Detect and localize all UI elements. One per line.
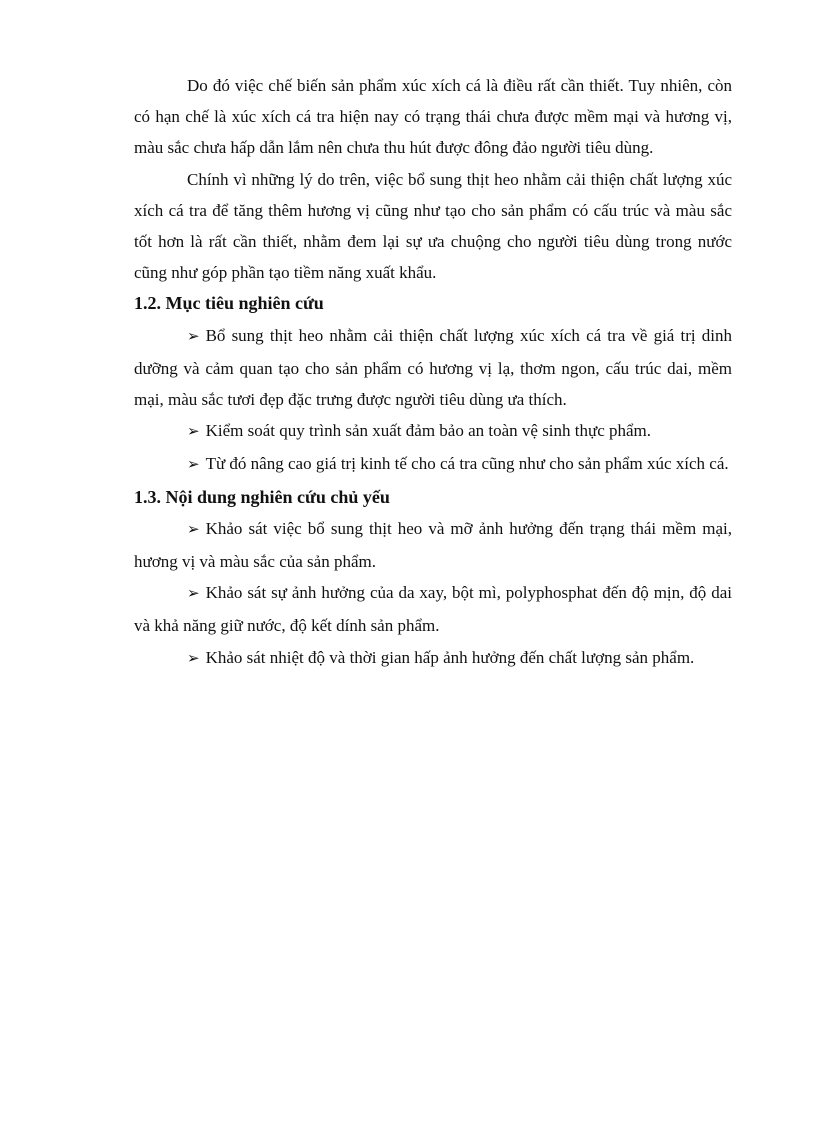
arrow-bullet-icon: ➢ <box>187 586 200 603</box>
content-text: Khảo sát việc bổ sung thịt heo và mỡ ảnh hưởng đến trạng thái mềm mại, hương vị và màu sắc của sản phẩm. <box>134 518 732 572</box>
arrow-bullet-icon: ➢ <box>187 328 200 345</box>
section-heading-objectives: 1.2. Mục tiêu nghiên cứu <box>134 293 324 314</box>
arrow-bullet-icon: ➢ <box>187 650 200 667</box>
intro-paragraph-2: Chính vì những lý do trên, việc bổ sung thịt heo nhằm cải thiện chất lượng xúc xích cá tra để tăng thêm hương vị cũng như tạo cho sản phẩm có cấu trúc và màu sắc tốt hơn là rất cần thiết, nhằm đem lại sự ưa chuộng cho người tiêu dùng trong nước cũng như góp phần tạo tiềm năng xuất khẩu. <box>134 169 732 283</box>
content-text: Khảo sát nhiệt độ và thời gian hấp ảnh hưởng đến chất lượng sản phẩm. <box>205 647 695 667</box>
objective-item <box>134 415 732 448</box>
section-heading-content: 1.3. Nội dung nghiên cứu chủ yếu <box>134 486 390 507</box>
objective-item <box>134 448 732 481</box>
objective-text: Bổ sung thịt heo nhằm cải thiện chất lượng xúc xích cá tra về giá trị dinh dưỡng và cảm quan tạo cho sản phẩm có hương vị lạ, thơm ngon, cấu trúc dai, mềm mại, màu sắc tươi đẹp đặc trưng được người tiêu dùng ưa thích. <box>134 325 732 410</box>
arrow-bullet-icon: ➢ <box>187 521 200 538</box>
content-item <box>134 642 732 675</box>
objective-text: Kiểm soát quy trình sản xuất đảm bảo an toàn vệ sinh thực phẩm. <box>205 421 652 441</box>
objective-text: Từ đó nâng cao giá trị kinh tế cho cá tra cũng như cho sản phẩm xúc xích cá. <box>205 454 729 474</box>
content-text: Khảo sát sự ảnh hưởng của da xay, bột mì, polyphosphat đến độ mịn, độ dai và khả năng giữ nước, độ kết dính sản phẩm. <box>134 583 732 636</box>
content-item <box>134 577 732 641</box>
content-item <box>134 513 732 577</box>
arrow-bullet-icon: ➢ <box>187 457 200 474</box>
document-page <box>134 70 732 675</box>
objective-item <box>134 320 732 416</box>
arrow-bullet-icon: ➢ <box>187 424 200 441</box>
intro-paragraph-1: Do đó việc chế biến sản phẩm xúc xích cá là điều rất cần thiết. Tuy nhiên, còn có hạn chế là xúc xích cá tra hiện nay có trạng thái chưa được mềm mại và hương vị, màu sắc chưa hấp dẫn lắm nên chưa thu hút được đông đảo người tiêu dùng. <box>134 76 732 158</box>
